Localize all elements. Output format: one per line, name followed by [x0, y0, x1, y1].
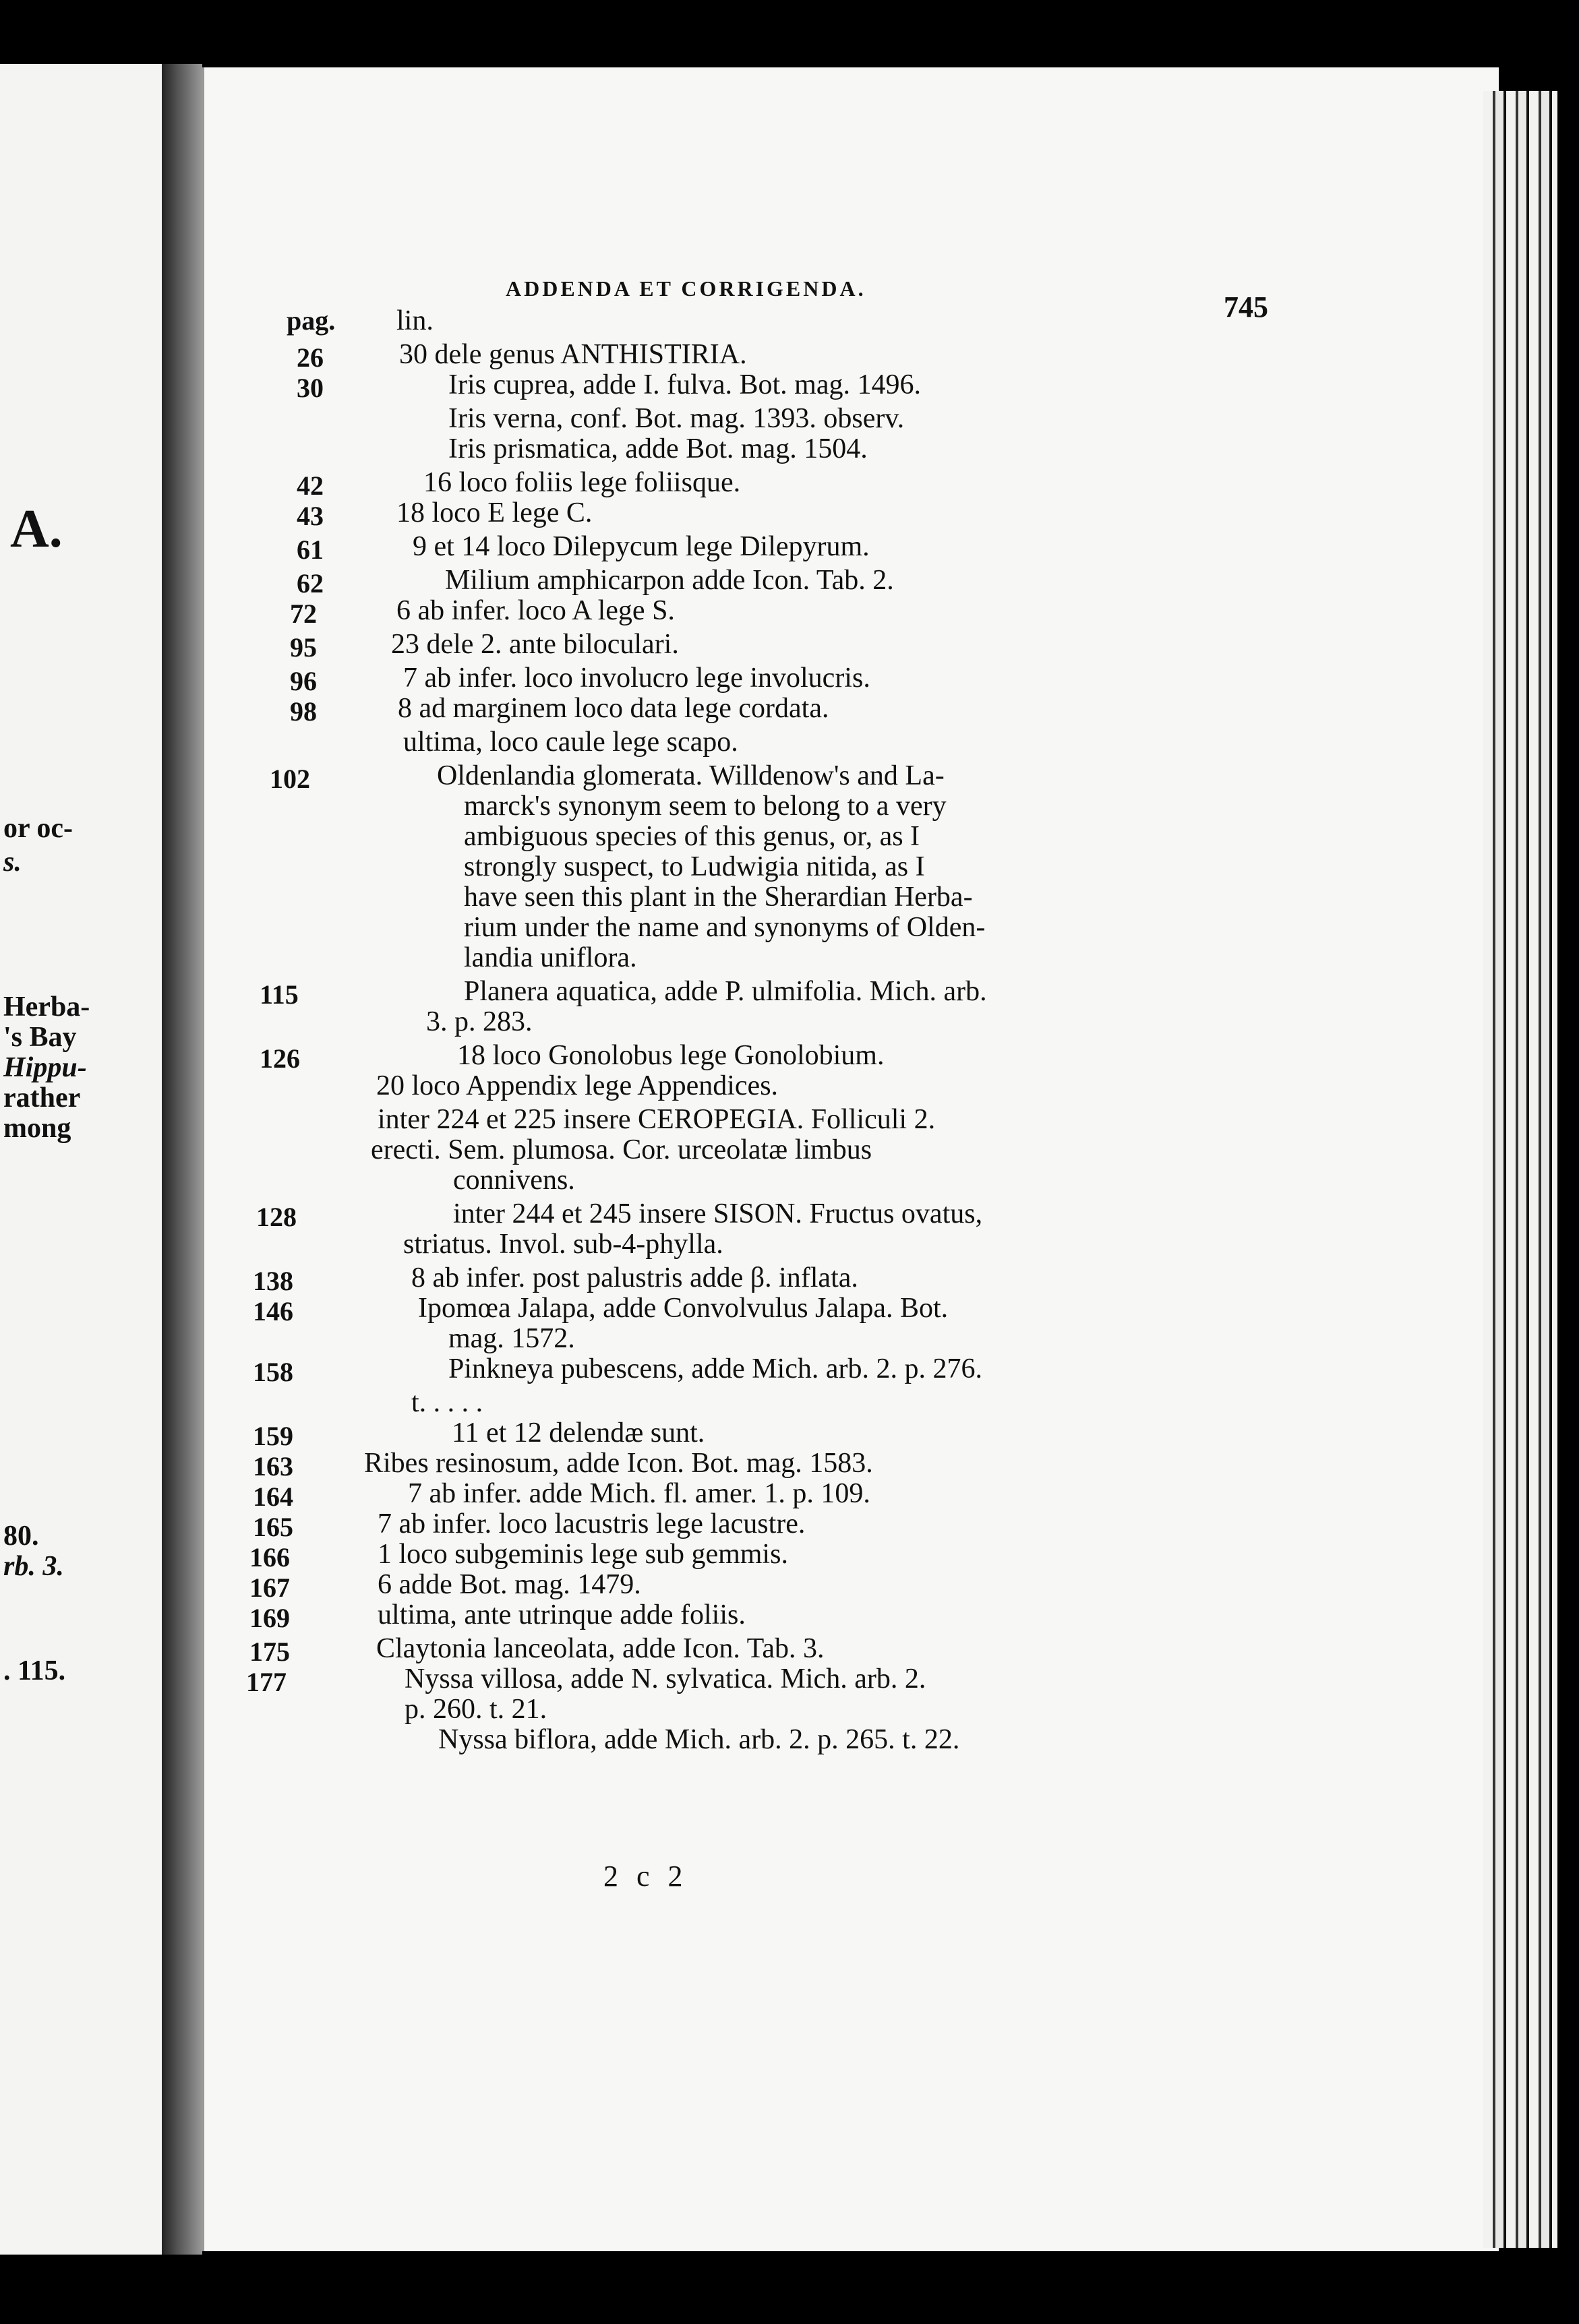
entry-text: 8 ab infer. post palustris adde β. inflata. [411, 1262, 858, 1293]
entry-text: rium under the name and synonyms of Olden- [464, 912, 986, 943]
entry-page-number: 95 [290, 632, 317, 663]
entry-text: 18 loco E lege C. [396, 497, 593, 528]
entry-page-number: 138 [253, 1266, 293, 1296]
entry-text: Oldenlandia glomerata. Willdenow's and La- [437, 760, 945, 791]
entry-text: 18 loco Gonolobus lege Gonolobium. [457, 1040, 885, 1071]
entry-text: 7 ab infer. loco involucro lege involucris. [403, 663, 870, 694]
signature-mark: 2 c 2 [603, 1860, 688, 1893]
entry-text: 6 adde Bot. mag. 1479. [378, 1569, 641, 1600]
entry-page-number: 175 [249, 1637, 290, 1667]
entry-text: 3. p. 283. [426, 1006, 533, 1037]
entry-text: t. . . . . [411, 1387, 483, 1418]
entry-text: Pinkneya pubescens, adde Mich. arb. 2. p. 276. [448, 1353, 982, 1384]
left-fragment: s. [3, 847, 22, 878]
entry-page-number: 96 [290, 666, 317, 696]
entry-page-number: 177 [246, 1667, 287, 1697]
entry-page-number: 42 [297, 470, 324, 501]
entry-text: Milium amphicarpon adde Icon. Tab. 2. [445, 565, 894, 596]
entry-text: 7 ab infer. adde Mich. fl. amer. 1. p. 109. [408, 1478, 870, 1509]
entry-text: 30 dele genus ANTHISTIRIA. [399, 339, 747, 370]
left-fragment: rb. 3. [3, 1551, 64, 1582]
entry-page-number: 165 [253, 1512, 293, 1542]
left-fragment: Herba- [3, 991, 90, 1022]
entry-text: striatus. Invol. sub-4-phylla. [403, 1229, 723, 1260]
entry-text: 20 loco Appendix lege Appendices. [376, 1070, 779, 1101]
entry-page-number: 30 [297, 373, 324, 403]
entry-text: Nyssa biflora, adde Mich. arb. 2. p. 265. t. 22. [438, 1724, 960, 1755]
entry-page-number: 72 [290, 599, 317, 629]
entry-text: ultima, ante utrinque adde foliis. [378, 1599, 746, 1630]
entry-page-number: 169 [249, 1603, 290, 1633]
book-gutter [162, 64, 202, 2255]
entry-text: Ipomœa Jalapa, adde Convolvulus Jalapa. Bot. [418, 1293, 949, 1324]
left-fragment: or oc- [3, 813, 73, 844]
entry-text: 8 ad marginem loco data lege cordata. [398, 693, 829, 724]
entry-text: Iris prismatica, adde Bot. mag. 1504. [448, 433, 868, 464]
entry-text: Claytonia lanceolata, adde Icon. Tab. 3. [376, 1633, 825, 1664]
entry-page-number: 26 [297, 342, 324, 373]
entry-text: have seen this plant in the Sherardian Herba- [464, 882, 973, 913]
left-fragment: 's Bay [3, 1022, 77, 1053]
entry-page-number: 164 [253, 1481, 293, 1512]
left-fragment: mong [3, 1113, 71, 1144]
entry-text: landia uniflora. [464, 942, 637, 973]
entry-page-number: 43 [297, 501, 324, 531]
left-fragment: A. [10, 499, 63, 559]
entry-text: 11 et 12 delendæ sunt. [452, 1417, 705, 1448]
col-header-lin: lin. [396, 305, 434, 336]
entry-text: Planera aquatica, adde P. ulmifolia. Mich. arb. [464, 976, 987, 1007]
entry-text: 1 loco subgeminis lege sub gemmis. [378, 1539, 788, 1570]
entry-text: inter 244 et 245 insere SISON. Fructus ovatus, [453, 1198, 983, 1229]
entry-page-number: 158 [253, 1357, 293, 1387]
page-number: 745 [1224, 290, 1268, 324]
left-fragment: . 115. [3, 1655, 66, 1686]
entry-page-number: 167 [249, 1572, 290, 1603]
entry-text: marck's synonym seem to belong to a very [464, 791, 947, 822]
entry-text: 7 ab infer. loco lacustris lege lacustre. [378, 1508, 806, 1539]
left-page [0, 64, 162, 2255]
entry-text: erecti. Sem. plumosa. Cor. urceolatæ limbus [371, 1134, 872, 1165]
entry-text: 16 loco foliis lege foliisque. [423, 467, 741, 498]
page-edges [1483, 91, 1557, 2248]
entry-text: p. 260. t. 21. [405, 1694, 547, 1725]
left-fragment: 80. [3, 1521, 39, 1552]
entry-page-number: 166 [249, 1542, 290, 1572]
entry-page-number: 126 [260, 1043, 300, 1074]
entry-text: inter 224 et 225 insere CEROPEGIA. Folliculi 2. [378, 1104, 936, 1135]
entry-text: strongly suspect, to Ludwigia nitida, as I [464, 851, 925, 882]
entry-text: 23 dele 2. ante biloculari. [391, 629, 679, 660]
entry-page-number: 128 [256, 1202, 297, 1232]
entry-page-number: 61 [297, 534, 324, 565]
entry-text: 6 ab infer. loco A lege S. [396, 595, 675, 626]
entry-text: 9 et 14 loco Dilepycum lege Dilepyrum. [413, 531, 870, 562]
entry-page-number: 102 [270, 764, 310, 794]
entry-page-number: 98 [290, 696, 317, 727]
entry-text: ultima, loco caule lege scapo. [403, 727, 738, 758]
entry-text: Ribes resinosum, adde Icon. Bot. mag. 1583. [364, 1448, 873, 1479]
left-fragment: rather [3, 1082, 81, 1113]
entry-text: Iris verna, conf. Bot. mag. 1393. observ. [448, 403, 905, 434]
left-fragment: Hippu- [3, 1052, 87, 1083]
running-header: ADDENDA ET CORRIGENDA. [506, 276, 866, 301]
entry-page-number: 146 [253, 1296, 293, 1326]
entry-page-number: 163 [253, 1451, 293, 1481]
col-header-pag: pag. [287, 305, 336, 336]
entry-page-number: 62 [297, 568, 324, 599]
entry-page-number: 115 [260, 979, 299, 1010]
entry-text: connivens. [453, 1165, 575, 1196]
entry-text: Iris cuprea, adde I. fulva. Bot. mag. 1496. [448, 369, 921, 400]
entry-text: Nyssa villosa, adde N. sylvatica. Mich. arb. 2. [405, 1663, 926, 1694]
entry-text: mag. 1572. [448, 1323, 575, 1354]
entry-text: ambiguous species of this genus, or, as I [464, 821, 920, 852]
entry-page-number: 159 [253, 1421, 293, 1451]
